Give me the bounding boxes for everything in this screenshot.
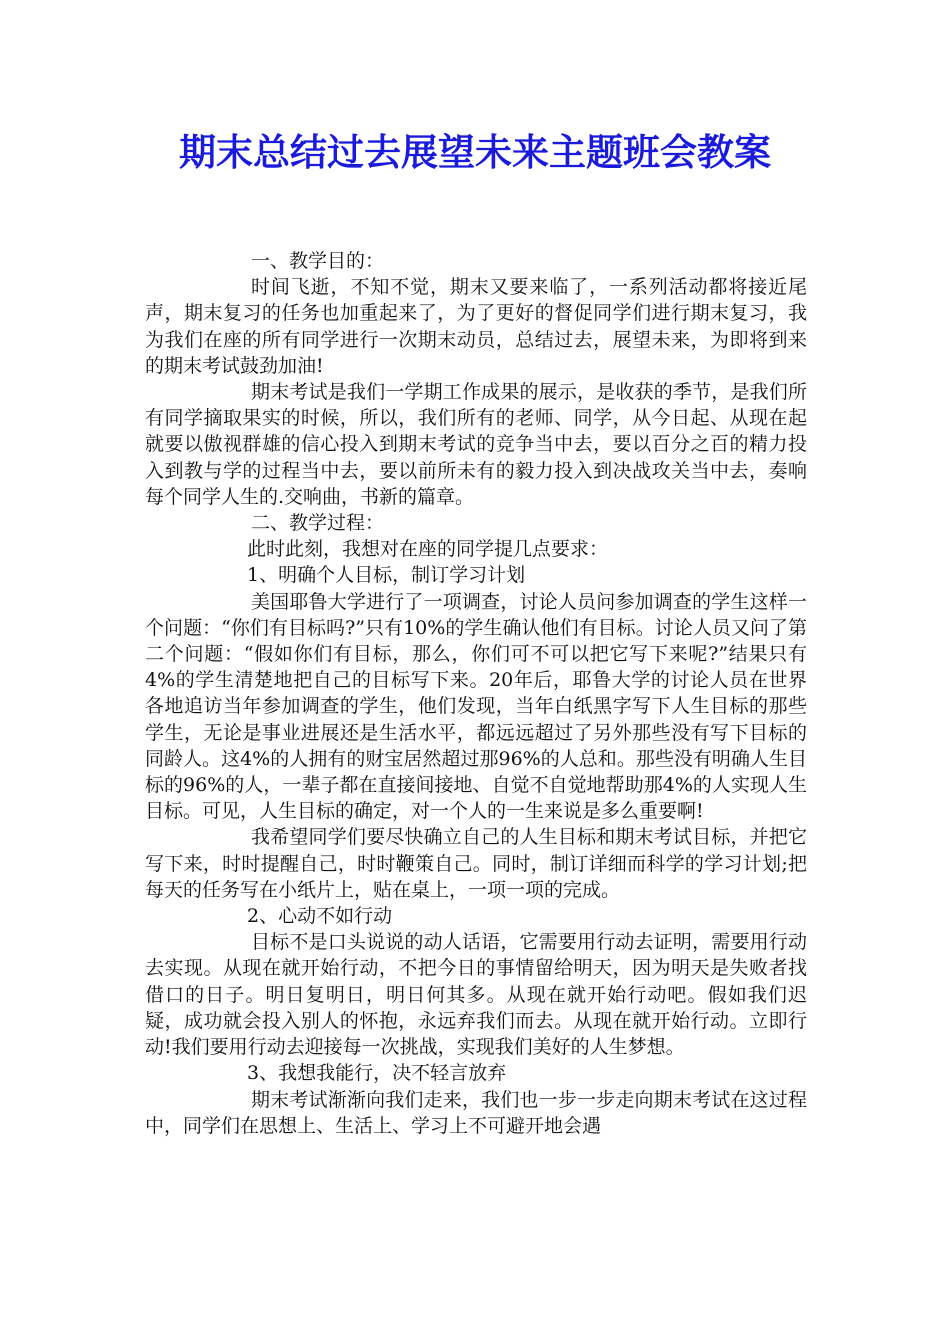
- subheading-action: 2、心动不如行动: [247, 905, 393, 928]
- document-body: [145, 248, 807, 1139]
- subheading-never-give-up: 3、我想我能行，决不轻言放弃: [247, 1062, 507, 1085]
- document-title: 期末总结过去展望未来主题班会教案: [179, 130, 771, 174]
- section-heading-objectives: 一、教学目的：: [251, 250, 385, 272]
- paragraph-intro: 时间飞逝，不知不觉，期末又要来临了，一系列活动都将接近尾声，期末复习的任务也加重起来了，为了更好的督促同学们进行期末复习，我为我们在座的所有同学进行一次期末动员，总结过去，展望未来，为即将到来的期末考试鼓劲加油!: [145, 276, 807, 377]
- page-bottom-margin: [0, 1226, 950, 1344]
- paragraph-never-give-up: 期末考试渐渐向我们走来，我们也一步一步走向期末考试在这过程中，同学们在思想上、生活上、学习上不可避开地会遇: [145, 1088, 807, 1137]
- paragraph-requirements: 此时此刻，我想对在座的同学提几点要求：: [247, 538, 609, 561]
- paragraph-yale-survey: 美国耶鲁大学进行了一项调查，讨论人员问参加调查的学生这样一个问题：“你们有目标吗?”只有10%的学生确认他们有目标。讨论人员又问了第二个问题：“假如你们有目标，那么，你们可不可以把它写下来呢?”结果只有4%的学生清楚地把自己的目标写下来。20年后，耶鲁大学的讨论人员在世界各地追访当年参加调查的学生，他们发现，当年白纸黑字写下人生目标的那些学生，无论是事业进展还是生活水平，都远远超过了另外那些没有写下目标的同龄人。这4%的人拥有的财宝居然超过那96%的人总和。那些没有明确人生目标的96%的人，一辈子都在直接间接地、自觉不自觉地帮助那4%的人实现人生目标。可见，人生目标的确定，对一个人的一生来说是多么重要啊!: [145, 590, 807, 823]
- paragraph-exam-meaning: 期末考试是我们一学期工作成果的展示，是收获的季节，是我们所有同学摘取果实的时候，所以，我们所有的老师、同学，从今日起、从现在起就要以傲视群雄的信心投入到期末考试的竞争当中去，要以百分之百的精力投入到教与学的过程当中去，要以前所未有的毅力投入到决战攻关当中去，奏响每个同学人生的.交响曲，书新的篇章。: [145, 381, 807, 508]
- section-heading-process: 二、教学过程：: [251, 512, 385, 535]
- paragraph-set-goals: 我希望同学们要尽快确立自己的人生目标和期末考试目标，并把它写下来，时时提醒自己，时时鞭策自己。同时，制订详细而科学的学习计划;把每天的任务写在小纸片上，贴在桌上，一项一项的完成。: [145, 826, 807, 901]
- paragraph-action: 目标不是口头说说的动人话语，它需要用行动去证明，需要用行动去实现。从现在就开始行动，不把今日的事情留给明天，因为明天是失败者找借口的日子。明日复明日，明日何其多。从现在就开始行动吧。假如我们迟疑，成功就会投入别人的怀抱，永远弃我们而去。从现在就开始行动。立即行动!我们要用行动去迎接每一次挑战，实现我们美好的人生梦想。: [145, 931, 807, 1059]
- subheading-goals: 1、明确个人目标，制订学习计划: [247, 564, 526, 587]
